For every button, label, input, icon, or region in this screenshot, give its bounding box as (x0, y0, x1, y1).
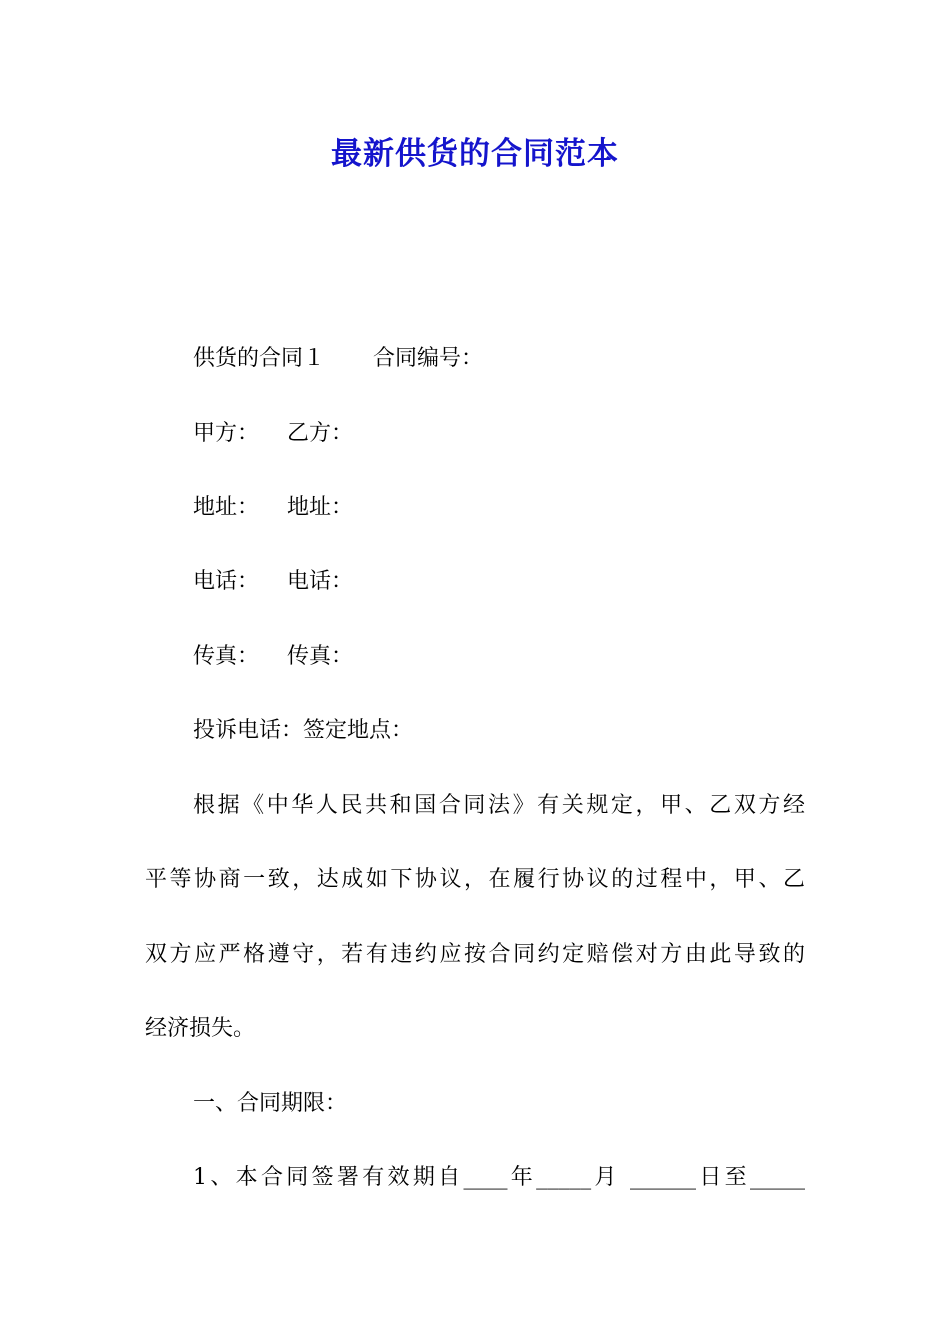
contract-label: 供货的合同１ (193, 346, 326, 371)
document-title: 最新供货的合同范本 (331, 136, 619, 172)
party-b-label: 乙方： (287, 421, 354, 446)
party-line (193, 419, 353, 449)
complaint-line (193, 716, 413, 746)
paragraph-line-2: 平等协商一致，达成如下协议，在履行协议的过程中，甲、乙 (145, 867, 805, 892)
address-a-label: 地址： (193, 495, 260, 520)
section-heading: 一、合同期限： (193, 1091, 348, 1116)
party-a-label: 甲方： (193, 421, 260, 446)
fax-line (193, 642, 353, 672)
fax-b-label: 传真： (287, 644, 354, 669)
phone-line (193, 567, 353, 597)
signing-place-label: 签定地点： (303, 718, 414, 743)
clause-1: 1、本合同签署有效期自____年_____月 ______日至_____ (193, 1165, 805, 1190)
paragraph-line-1: 根据《中华人民共和国合同法》有关规定，甲、乙双方经 (193, 793, 805, 818)
paragraph-line-3: 双方应严格遵守，若有违约应按合同约定赔偿对方由此导致的 (145, 942, 805, 967)
phone-a-label: 电话： (193, 569, 260, 594)
fax-a-label: 传真： (193, 644, 260, 669)
complaint-phone-label: 投诉电话： (193, 718, 304, 743)
paragraph-line-4: 经济损失。 (145, 1016, 256, 1041)
address-b-label: 地址： (287, 495, 354, 520)
contract-header-line (193, 344, 483, 374)
contract-number-label: 合同编号： (373, 346, 484, 371)
phone-b-label: 电话： (287, 569, 354, 594)
address-line (193, 493, 353, 523)
